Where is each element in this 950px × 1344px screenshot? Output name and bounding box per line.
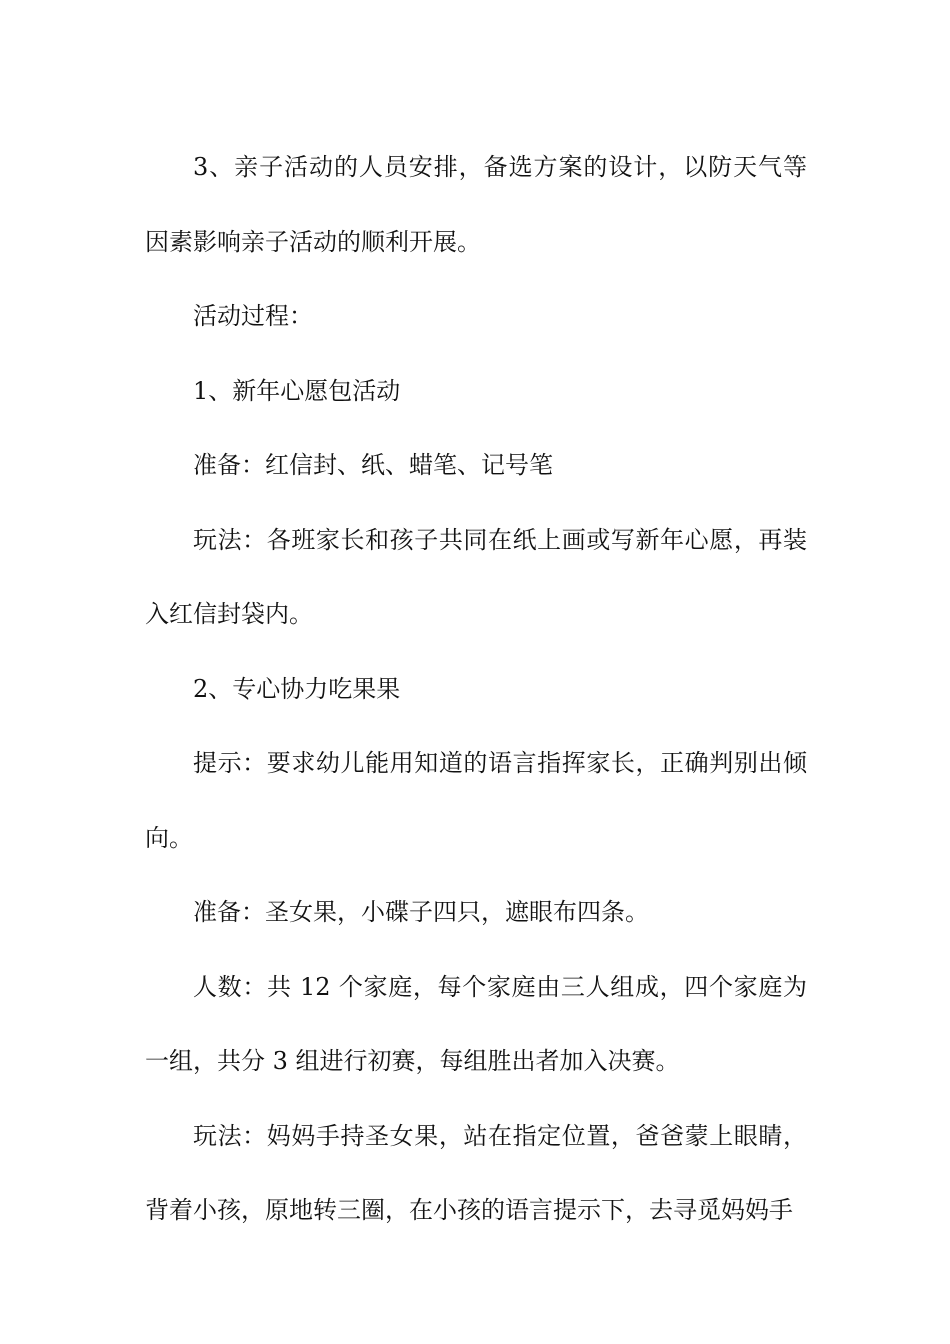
paragraph-activity-1-title: 1、新年心愿包活动 (193, 376, 401, 405)
paragraph-activity-1-materials: 准备：红信封、纸、蜡笔、记号笔 (193, 451, 553, 479)
paragraph-activity-1-rules: 玩法：各班家长和孩子共同在纸上画或写新年心愿，再装入红信封袋内。 (145, 525, 807, 628)
paragraph-activity-2-title: 2、专心协力吃果果 (193, 674, 401, 703)
paragraph-activity-2-tip: 提示：要求幼儿能用知道的语言指挥家长，正确判别出倾向。 (145, 749, 807, 852)
paragraph-activity-2-materials: 准备：圣女果，小碟子四只，遮眼布四条。 (193, 898, 649, 926)
paragraph-staff-arrangement: 3、亲子活动的人员安排，备选方案的设计，以防天气等因素影响亲子活动的顺利开展。 (145, 153, 807, 256)
document-body (145, 130, 807, 1248)
paragraph-activity-2-participants: 人数：共 12 个家庭，每个家庭由三人组成，四个家庭为一组，共分 3 组进行初赛，每组胜出者加入决赛。 (145, 972, 807, 1075)
paragraph-activity-process-heading: 活动过程： (193, 302, 313, 330)
paragraph-activity-2-rules: 玩法：妈妈手持圣女果，站在指定位置，爸爸蒙上眼睛，背着小孩，原地转三圈，在小孩的语言提示下，去寻觅妈妈手 (145, 1121, 807, 1224)
